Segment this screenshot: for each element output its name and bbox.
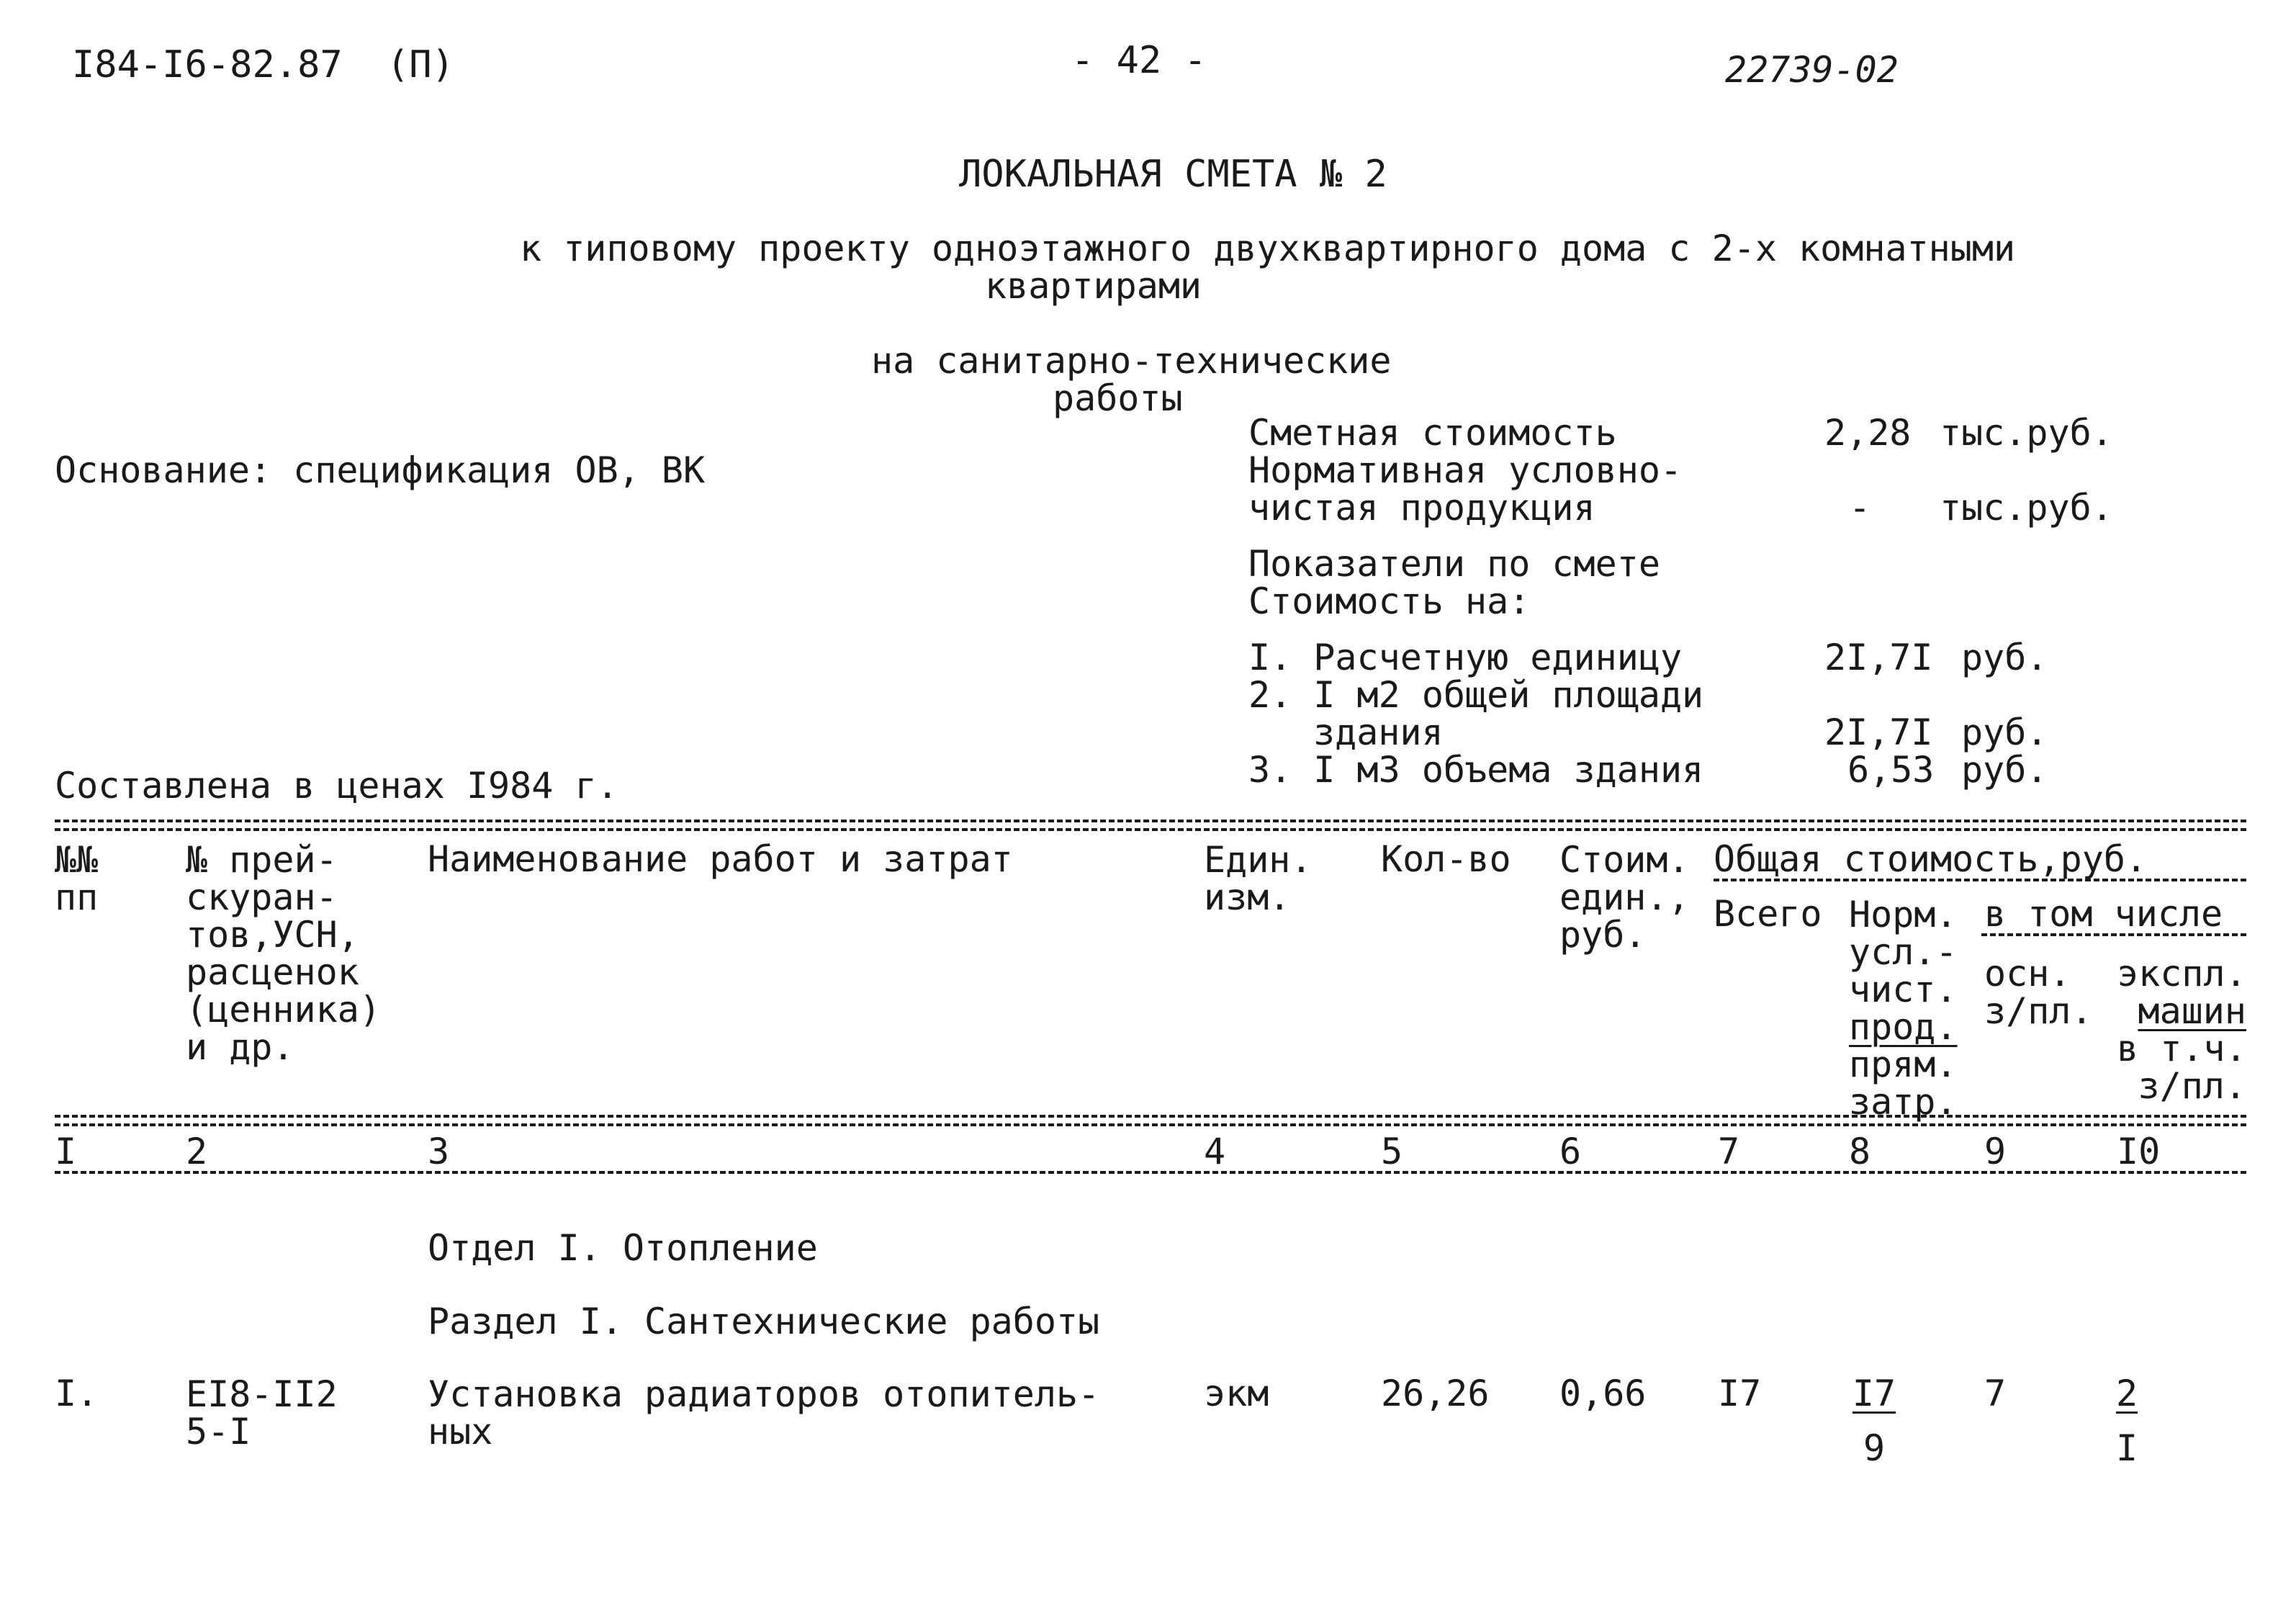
th-col5: Кол-во bbox=[1381, 838, 1511, 880]
row-number: I. bbox=[55, 1373, 99, 1414]
th-col8-line2: усл.- bbox=[1849, 931, 1958, 973]
estimated-cost-unit: тыс.руб. bbox=[1940, 412, 2113, 454]
th-col4-line2: изм. bbox=[1204, 876, 1291, 918]
th-col2-line6: и др. bbox=[186, 1026, 294, 1068]
col-number-7: 7 bbox=[1718, 1131, 1740, 1172]
col-number-3: 3 bbox=[428, 1131, 450, 1172]
th-col9-line1: осн. bbox=[1984, 953, 2071, 995]
col-number-4: 4 bbox=[1204, 1131, 1226, 1172]
document-code bbox=[72, 43, 454, 86]
indicator-1-label: I. Расчетную единицу bbox=[1248, 637, 1683, 678]
th-col6-line2: един., bbox=[1559, 876, 1690, 918]
estimated-cost-label: Сметная стоимость bbox=[1248, 412, 1617, 454]
th-col8 bbox=[1849, 896, 1958, 1121]
th-col8-line4: прод. bbox=[1849, 1006, 1958, 1048]
indicator-1-unit: руб. bbox=[1961, 637, 2048, 678]
row-unit-cost: 0,66 bbox=[1559, 1373, 1647, 1414]
subtitle-line-1: к типовому проекту одноэтажного двухквартирного дома с 2-х комнатными bbox=[520, 228, 2016, 269]
row-quantity: 26,26 bbox=[1381, 1373, 1490, 1414]
document-code-number: I84-I6-82.87 bbox=[72, 43, 343, 86]
indicator-1-value: 2I,7I bbox=[1824, 637, 1933, 678]
th-col4 bbox=[1204, 841, 1313, 916]
normative-label-2: чистая продукция bbox=[1248, 487, 1595, 529]
row-total: I7 bbox=[1718, 1373, 1762, 1414]
th-col2-line1: № прей- bbox=[186, 839, 338, 881]
row-base-wage: 7 bbox=[1984, 1373, 2007, 1414]
th-col4-line1: Един. bbox=[1204, 839, 1313, 881]
row-machine-bottom: I bbox=[2115, 1427, 2138, 1469]
works-line-2: работы bbox=[1053, 377, 1183, 419]
th-incl: в том числе bbox=[1984, 893, 2223, 935]
indicators-line-2: Стоимость на: bbox=[1248, 580, 1531, 622]
row-name-line1: Установка радиаторов отопитель- bbox=[428, 1373, 1100, 1415]
page-title: ЛОКАЛЬНАЯ СМЕТА № 2 bbox=[959, 153, 1387, 196]
section-heading: Раздел I. Сантехнические работы bbox=[428, 1301, 1100, 1342]
row-machine-fraction bbox=[2112, 1373, 2141, 1469]
col-number-6: 6 bbox=[1559, 1131, 1582, 1172]
col-number-1: I bbox=[55, 1131, 77, 1172]
th-col8-line6: затр. bbox=[1849, 1081, 1958, 1123]
th-col8-line5: прям. bbox=[1849, 1043, 1958, 1085]
subtitle-line-2: квартирами bbox=[985, 265, 1202, 307]
th-col10-line4: з/пл. bbox=[2138, 1065, 2246, 1107]
row-name-line2: ных bbox=[428, 1411, 493, 1453]
row-unit: экм bbox=[1204, 1373, 1269, 1414]
col-number-5: 5 bbox=[1381, 1131, 1403, 1172]
th-col1-line1: №№ bbox=[55, 839, 99, 881]
indicator-2-label-2: здания bbox=[1313, 712, 1444, 753]
th-col2-line2: скуран- bbox=[186, 876, 338, 918]
indicator-2-unit: руб. bbox=[1961, 712, 2048, 753]
col-number-10: I0 bbox=[2117, 1131, 2161, 1172]
indicator-3-unit: руб. bbox=[1961, 749, 2048, 791]
col-number-2: 2 bbox=[186, 1131, 208, 1172]
normative-value: - bbox=[1849, 487, 1871, 529]
th-col2-line5: (ценника) bbox=[186, 989, 381, 1031]
th-col2 bbox=[186, 841, 381, 1066]
th-col1-line2: пп bbox=[55, 876, 99, 918]
th-col3: Наименование работ и затрат bbox=[428, 838, 1013, 880]
indicator-2-label-1: 2. I м2 общей площади bbox=[1248, 674, 1704, 716]
row-norm-bottom: 9 bbox=[1863, 1427, 1886, 1469]
th-col1 bbox=[55, 841, 98, 916]
th-col8-line1: Норм. bbox=[1849, 894, 1958, 935]
normative-unit: тыс.руб. bbox=[1940, 487, 2113, 529]
row-code bbox=[186, 1373, 338, 1453]
th-col9 bbox=[1984, 955, 2093, 1030]
indicator-3-value: 6,53 bbox=[1847, 749, 1935, 791]
th-col6-line1: Стоим. bbox=[1559, 839, 1690, 881]
col-number-9: 9 bbox=[1984, 1131, 2007, 1172]
col-number-8: 8 bbox=[1849, 1131, 1871, 1172]
th-col10 bbox=[2117, 955, 2246, 1105]
header-bottom-rule-2 bbox=[55, 1123, 2246, 1126]
th-col10-line2: машин bbox=[2138, 990, 2246, 1032]
prices-year: Составлена в ценах I984 г. bbox=[55, 765, 618, 807]
estimated-cost-value: 2,28 bbox=[1824, 412, 1912, 454]
normative-label-1: Нормативная условно- bbox=[1248, 449, 1683, 491]
page-number: - 42 - bbox=[1071, 39, 1207, 82]
indicator-3-label: 3. I м3 объема здания bbox=[1248, 749, 1704, 791]
row-code-line2: 5-I bbox=[186, 1411, 251, 1453]
row-norm-top: I7 bbox=[1852, 1373, 1896, 1414]
document-code-suffix: (П) bbox=[387, 43, 454, 86]
th-total-cost: Общая стоимость,руб. bbox=[1714, 838, 2148, 880]
indicators-line-1: Показатели по смете bbox=[1248, 543, 1660, 585]
row-norm-fraction bbox=[1849, 1373, 1899, 1469]
indicator-2-value: 2I,7I bbox=[1824, 712, 1933, 753]
column-numbers-rule bbox=[55, 1171, 2246, 1174]
basis-text: Основание: спецификация ОВ, ВК bbox=[55, 449, 706, 491]
row-machine-top: 2 bbox=[2115, 1373, 2138, 1414]
department-heading: Отдел I. Отопление bbox=[428, 1227, 818, 1269]
th-col2-line4: расценок bbox=[186, 951, 359, 993]
th-col10-line3: в т.ч. bbox=[2117, 1028, 2247, 1069]
th-col10-line1: экспл. bbox=[2117, 953, 2247, 995]
th-col2-line3: тов,УСН, bbox=[186, 914, 359, 956]
th-col6 bbox=[1559, 839, 1690, 956]
works-line-1: на санитарно-технические bbox=[871, 340, 1392, 382]
inventory-number: 22739-02 bbox=[1725, 49, 1899, 91]
th-col6-line3: руб. bbox=[1559, 914, 1647, 956]
th-col8-line3: чист. bbox=[1849, 969, 1958, 1010]
row-name bbox=[428, 1373, 1100, 1453]
table-top-rule-2 bbox=[55, 828, 2246, 831]
row-code-line1: EI8-II2 bbox=[186, 1373, 338, 1415]
th-col9-line2: з/пл. bbox=[1984, 990, 2093, 1032]
table-top-rule bbox=[55, 820, 2246, 822]
th-col7: Всего bbox=[1714, 893, 1822, 935]
